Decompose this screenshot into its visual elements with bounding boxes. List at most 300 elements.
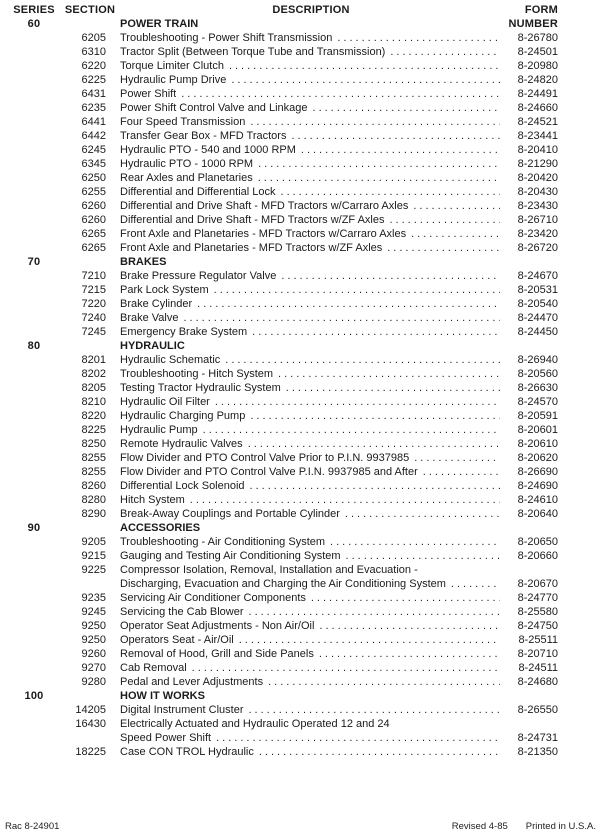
toc-entry-row [8, 367, 558, 381]
description-text: Hydraulic Oil Filter [120, 396, 210, 408]
description-cell [106, 731, 502, 745]
form-number-cell: 8-24690 [517, 480, 558, 492]
description-cell [106, 59, 502, 73]
section-cell: 8225 [81, 424, 106, 436]
description-cell [106, 283, 502, 297]
dot-leader [192, 661, 500, 675]
dot-leader [268, 675, 500, 689]
section-cell: 9250 [81, 620, 106, 632]
section-cell: 7215 [81, 284, 106, 296]
toc-entry-row [8, 675, 558, 689]
series-cell: 80 [27, 340, 41, 352]
description-text: Digital Instrument Cluster [120, 704, 244, 716]
series-cell: 90 [27, 522, 41, 534]
description-text: Differential and Differential Lock [120, 186, 276, 198]
section-cell: 6345 [81, 158, 106, 170]
description-text: Compressor Isolation, Removal, Installation and Evacuation - [120, 564, 418, 576]
description-cell [106, 311, 502, 325]
section-cell: 6205 [81, 32, 106, 44]
description-cell [106, 493, 502, 507]
section-cell: 7245 [81, 326, 106, 338]
dot-leader [181, 87, 500, 101]
section-cell: 8260 [81, 480, 106, 492]
description-text: Remote Hydraulic Valves [120, 438, 243, 450]
description-text: Servicing the Cab Blower [120, 606, 244, 618]
toc-entry-row [8, 269, 558, 283]
dot-leader [319, 619, 500, 633]
section-cell: 6431 [81, 88, 106, 100]
description-text: Cab Removal [120, 662, 187, 674]
toc-entry-row [8, 115, 558, 129]
dot-leader [231, 73, 500, 87]
description-cell [106, 521, 502, 535]
description-cell [106, 129, 502, 143]
description-text: Speed Power Shift [120, 732, 212, 744]
description-text: Emergency Brake System [120, 326, 248, 338]
description-cell [106, 605, 502, 619]
description-cell [106, 479, 502, 493]
description-text: Operator Seat Adjustments - Non Air/Oil [120, 620, 315, 632]
toc-entry-row [8, 451, 558, 465]
description-cell [106, 549, 502, 563]
description-cell [106, 325, 502, 339]
description-cell [106, 633, 502, 647]
series-cell: 60 [27, 18, 41, 30]
dot-leader [337, 31, 500, 45]
description-text: Hydraulic Pump Drive [120, 74, 227, 86]
description-text: Brake Valve [120, 312, 179, 324]
description-text: Front Axle and Planetaries - MFD Tractors w/Carraro Axles [120, 228, 407, 240]
form-number-cell: 8-20620 [517, 452, 558, 464]
description-text: Differential Lock Solenoid [120, 480, 245, 492]
section-cell: 6255 [81, 186, 106, 198]
dot-leader [225, 353, 500, 367]
dot-leader [281, 269, 500, 283]
description-text: Flow Divider and PTO Control Valve P.I.N. 9937985 and After [120, 466, 418, 478]
section-cell: 9280 [81, 676, 106, 688]
description-cell [106, 465, 502, 479]
dot-leader [390, 45, 500, 59]
form-number-cell: 8-20640 [517, 508, 558, 520]
description-text: Removal of Hood, Grill and Side Panels [120, 648, 314, 660]
description-cell [106, 255, 502, 269]
toc-entry-row [8, 171, 558, 185]
description-cell [106, 297, 502, 311]
description-text: Hydraulic PTO - 540 and 1000 RPM [120, 144, 296, 156]
description-cell [106, 199, 502, 213]
toc-category-row [8, 689, 558, 703]
dot-leader [423, 465, 500, 479]
section-cell: 6245 [81, 144, 106, 156]
toc-entry-row [8, 381, 558, 395]
section-cell: 6265 [81, 242, 106, 254]
toc-entry-row [8, 185, 558, 199]
dot-leader [203, 423, 500, 437]
toc-entry-row [8, 283, 558, 297]
description-cell [106, 227, 502, 241]
toc-entry-row [8, 423, 558, 437]
description-text: Discharging, Evacuation and Charging the Air Conditioning System [120, 578, 446, 590]
dot-leader [215, 395, 500, 409]
description-text: ACCESSORIES [120, 522, 201, 534]
form-number-cell: 8-20650 [517, 536, 558, 548]
description-cell [106, 717, 502, 731]
dot-leader [286, 381, 500, 395]
dot-leader [311, 591, 500, 605]
col-header-number: NUMBER [508, 18, 558, 30]
description-cell [106, 241, 502, 255]
toc-entry-row [8, 311, 558, 325]
section-cell: 9245 [81, 606, 106, 618]
description-cell [106, 451, 502, 465]
description-text: Tractor Split (Between Torque Tube and Transmission) [120, 46, 386, 58]
description-text: Hydraulic Pump [120, 424, 198, 436]
toc-entry-row [8, 465, 558, 479]
description-text: Brake Pressure Regulator Valve [120, 270, 277, 282]
description-cell [106, 647, 502, 661]
toc-entry-row [8, 353, 558, 367]
toc-entry-row [8, 549, 558, 563]
toc-category-row [8, 17, 558, 31]
dot-leader [451, 577, 500, 591]
form-number-cell: 8-24670 [517, 270, 558, 282]
series-cell: 70 [27, 256, 41, 268]
toc-category-row [8, 339, 558, 353]
section-cell: 7240 [81, 312, 106, 324]
toc-entry-row [8, 87, 558, 101]
footer-revised: Revised 4-85 [451, 821, 508, 832]
toc-entry-row [8, 409, 558, 423]
description-text: Testing Tractor Hydraulic System [120, 382, 281, 394]
form-number-cell: 8-23430 [517, 200, 558, 212]
description-text: Troubleshooting - Hitch System [120, 368, 274, 380]
section-cell: 8250 [81, 438, 106, 450]
toc-entry-row [8, 717, 558, 731]
description-text: Hydraulic Schematic [120, 354, 221, 366]
form-number-cell: 8-25580 [517, 606, 558, 618]
description-text: Hydraulic Charging Pump [120, 410, 246, 422]
description-cell [106, 157, 502, 171]
description-text: Pedal and Lever Adjustments [120, 676, 264, 688]
form-number-cell: 8-24521 [517, 116, 558, 128]
section-cell: 8255 [81, 452, 106, 464]
form-number-cell: 8-20670 [517, 578, 558, 590]
section-cell: 9260 [81, 648, 106, 660]
dot-leader [258, 157, 500, 171]
form-number-cell: 8-24750 [517, 620, 558, 632]
dot-leader [313, 101, 500, 115]
section-cell: 6265 [81, 228, 106, 240]
dot-leader [389, 213, 500, 227]
form-number-cell: 8-20420 [517, 172, 558, 184]
toc-entry-row [8, 661, 558, 675]
dot-leader [190, 493, 500, 507]
toc-entry-row [8, 745, 558, 759]
form-number-cell: 8-20601 [517, 424, 558, 436]
description-cell [106, 661, 502, 675]
dot-leader [301, 143, 500, 157]
description-cell [106, 591, 502, 605]
section-cell: 8201 [81, 354, 106, 366]
toc-entry-row [8, 395, 558, 409]
description-text: Flow Divider and PTO Control Valve Prior to P.I.N. 9937985 [120, 452, 410, 464]
form-number-cell: 8-20610 [517, 438, 558, 450]
toc-entry-row [8, 619, 558, 633]
dot-leader [411, 227, 500, 241]
section-cell: 9235 [81, 592, 106, 604]
description-cell [106, 703, 502, 717]
description-cell [106, 353, 502, 367]
dot-leader [413, 199, 500, 213]
description-cell [106, 689, 502, 703]
section-cell: 9215 [81, 550, 106, 562]
description-text: HYDRAULIC [120, 340, 185, 352]
form-number-cell: 8-20430 [517, 186, 558, 198]
section-cell: 6441 [81, 116, 106, 128]
dot-leader [330, 535, 500, 549]
description-text: Differential and Drive Shaft - MFD Tractors w/Carraro Axles [120, 200, 409, 212]
series-cell: 100 [24, 690, 44, 702]
description-text: Rear Axles and Planetaries [120, 172, 253, 184]
dot-leader [387, 241, 500, 255]
section-cell: 6225 [81, 74, 106, 86]
description-text: Front Axle and Planetaries - MFD Tractors w/ZF Axles [120, 242, 383, 254]
form-number-cell: 8-26940 [517, 354, 558, 366]
section-cell: 9205 [81, 536, 106, 548]
dot-leader [281, 185, 500, 199]
form-number-cell: 8-23420 [517, 228, 558, 240]
description-cell [106, 423, 502, 437]
form-number-cell: 8-25511 [518, 634, 558, 646]
form-number-cell: 8-26710 [517, 214, 558, 226]
toc-entry-row [8, 143, 558, 157]
section-cell: 16430 [75, 718, 106, 730]
dot-leader [184, 311, 501, 325]
description-text: Park Lock System [120, 284, 209, 296]
form-number-cell: 8-24470 [517, 312, 558, 324]
form-number-cell: 8-26550 [517, 704, 558, 716]
description-cell [106, 507, 502, 521]
form-number-cell: 8-24491 [517, 88, 558, 100]
description-text: Troubleshooting - Power Shift Transmission [120, 32, 333, 44]
toc-category-row [8, 521, 558, 535]
form-number-cell: 8-26720 [517, 242, 558, 254]
form-number-cell: 8-24660 [517, 102, 558, 114]
toc-entry-row [8, 227, 558, 241]
footer-printed: Printed in U.S.A. [525, 821, 596, 832]
toc-entry-row [8, 563, 558, 577]
form-number-cell: 8-24680 [517, 676, 558, 688]
description-cell [106, 171, 502, 185]
section-cell: 6260 [81, 214, 106, 226]
description-cell [106, 73, 502, 87]
section-cell: 6220 [81, 60, 106, 72]
description-text: Troubleshooting - Air Conditioning System [120, 536, 326, 548]
toc-entry-row [8, 535, 558, 549]
dot-leader [250, 409, 500, 423]
section-cell: 8220 [81, 410, 106, 422]
description-text: Gauging and Testing Air Conditioning System [120, 550, 341, 562]
description-cell [106, 339, 502, 353]
toc-entry-row [8, 703, 558, 717]
description-text: Four Speed Transmission [120, 116, 246, 128]
description-cell [106, 45, 502, 59]
description-cell [106, 213, 502, 227]
description-text: Case CON TROL Hydraulic [120, 746, 254, 758]
section-cell: 9270 [81, 662, 106, 674]
toc-entry-row [8, 591, 558, 605]
description-cell [106, 17, 502, 31]
description-text: Operators Seat - Air/Oil [120, 634, 234, 646]
section-cell: 9225 [81, 564, 106, 576]
section-cell: 6442 [81, 130, 106, 142]
toc-entry-row [8, 241, 558, 255]
page-footer [5, 821, 596, 832]
form-number-cell: 8-20560 [517, 368, 558, 380]
table-header-row [8, 3, 558, 17]
form-number-cell: 8-24731 [517, 732, 558, 744]
dot-leader [414, 451, 500, 465]
toc-entry-row [8, 199, 558, 213]
dot-leader [319, 647, 500, 661]
description-text: Torque Limiter Clutch [120, 60, 224, 72]
description-cell [106, 185, 502, 199]
toc-entry-row [8, 325, 558, 339]
description-cell [106, 115, 502, 129]
toc-entry-row [8, 157, 558, 171]
toc-entry-row [8, 437, 558, 451]
toc-entry-row [8, 45, 558, 59]
toc-entry-row [8, 73, 558, 87]
form-number-cell: 8-24511 [518, 662, 558, 674]
description-text: Hydraulic PTO - 1000 RPM [120, 158, 254, 170]
section-cell: 8202 [81, 368, 106, 380]
description-cell [106, 409, 502, 423]
section-cell: 14205 [75, 704, 106, 716]
toc-entry-row [8, 479, 558, 493]
toc-entry-row [8, 59, 558, 73]
description-text: Hitch System [120, 494, 185, 506]
dot-leader [259, 745, 500, 759]
description-text: Power Shift Control Valve and Linkage [120, 102, 308, 114]
description-cell [106, 577, 502, 591]
description-cell [106, 745, 502, 759]
form-number-cell: 8-24770 [517, 592, 558, 604]
toc-entry-row [8, 731, 558, 745]
form-number-cell: 8-20591 [517, 410, 558, 422]
footer-doc-number: Rac 8-24901 [5, 821, 60, 832]
form-number-cell: 8-26630 [517, 382, 558, 394]
section-cell: 6250 [81, 172, 106, 184]
form-number-cell: 8-20980 [517, 60, 558, 72]
toc-entry-row [8, 647, 558, 661]
description-cell [106, 395, 502, 409]
dot-leader [291, 129, 500, 143]
description-text: Transfer Gear Box - MFD Tractors [120, 130, 287, 142]
form-number-cell: 8-24820 [517, 74, 558, 86]
description-text: Electrically Actuated and Hydraulic Operated 12 and 24 [120, 718, 390, 730]
col-header-section: SECTION [64, 4, 116, 16]
description-cell [106, 535, 502, 549]
form-number-cell: 8-24610 [517, 494, 558, 506]
section-cell: 8280 [81, 494, 106, 506]
col-header-series: SERIES [13, 4, 55, 16]
description-cell [106, 31, 502, 45]
description-text: HOW IT WORKS [120, 690, 205, 702]
dot-leader [252, 325, 500, 339]
description-cell [106, 101, 502, 115]
form-number-cell: 8-20410 [517, 144, 558, 156]
form-number-cell: 8-21350 [517, 746, 558, 758]
toc-entry-row [8, 507, 558, 521]
description-text: Servicing Air Conditioner Components [120, 592, 306, 604]
dot-leader [250, 115, 500, 129]
description-cell [106, 437, 502, 451]
section-cell: 8205 [81, 382, 106, 394]
description-text: Power Shift [120, 88, 177, 100]
form-number-cell: 8-20531 [517, 284, 558, 296]
footer-right-block [452, 821, 596, 832]
toc-entry-row [8, 213, 558, 227]
description-cell [106, 381, 502, 395]
dot-leader [278, 367, 500, 381]
col-header-form: FORM [524, 4, 558, 16]
dot-leader [229, 59, 500, 73]
description-cell [106, 143, 502, 157]
section-cell: 7220 [81, 298, 106, 310]
form-number-cell: 8-24450 [517, 326, 558, 338]
form-number-cell: 8-21290 [517, 158, 558, 170]
form-number-cell: 8-20540 [517, 298, 558, 310]
dot-leader [214, 283, 500, 297]
form-number-cell: 8-24570 [517, 396, 558, 408]
dot-leader [249, 605, 500, 619]
description-text: BRAKES [120, 256, 167, 268]
dot-leader [345, 507, 500, 521]
form-number-cell: 8-23441 [517, 130, 558, 142]
section-cell: 18225 [75, 746, 106, 758]
section-cell: 8290 [81, 508, 106, 520]
toc-rows [8, 17, 558, 759]
form-number-cell: 8-20660 [517, 550, 558, 562]
section-cell: 8255 [81, 466, 106, 478]
section-cell: 7210 [81, 270, 106, 282]
dot-leader [216, 731, 500, 745]
description-cell [106, 675, 502, 689]
dot-leader [250, 479, 500, 493]
description-text: POWER TRAIN [120, 18, 199, 30]
form-number-cell: 8-26780 [517, 32, 558, 44]
col-header-description: DESCRIPTION [272, 4, 350, 16]
toc-entry-row [8, 605, 558, 619]
form-number-cell: 8-20710 [517, 648, 558, 660]
form-number-cell: 8-24501 [517, 46, 558, 58]
dot-leader [248, 437, 500, 451]
form-number-cell: 8-26690 [517, 466, 558, 478]
description-cell [106, 87, 502, 101]
dot-leader [346, 549, 500, 563]
description-cell [106, 367, 502, 381]
section-cell: 6310 [81, 46, 106, 58]
toc-entry-row [8, 31, 558, 45]
dot-leader [249, 703, 501, 717]
section-cell: 6260 [81, 200, 106, 212]
description-text: Break-Away Couplings and Portable Cylinder [120, 508, 340, 520]
description-text: Brake Cylinder [120, 298, 193, 310]
dot-leader [239, 633, 500, 647]
description-cell [106, 619, 502, 633]
toc-entry-row [8, 633, 558, 647]
